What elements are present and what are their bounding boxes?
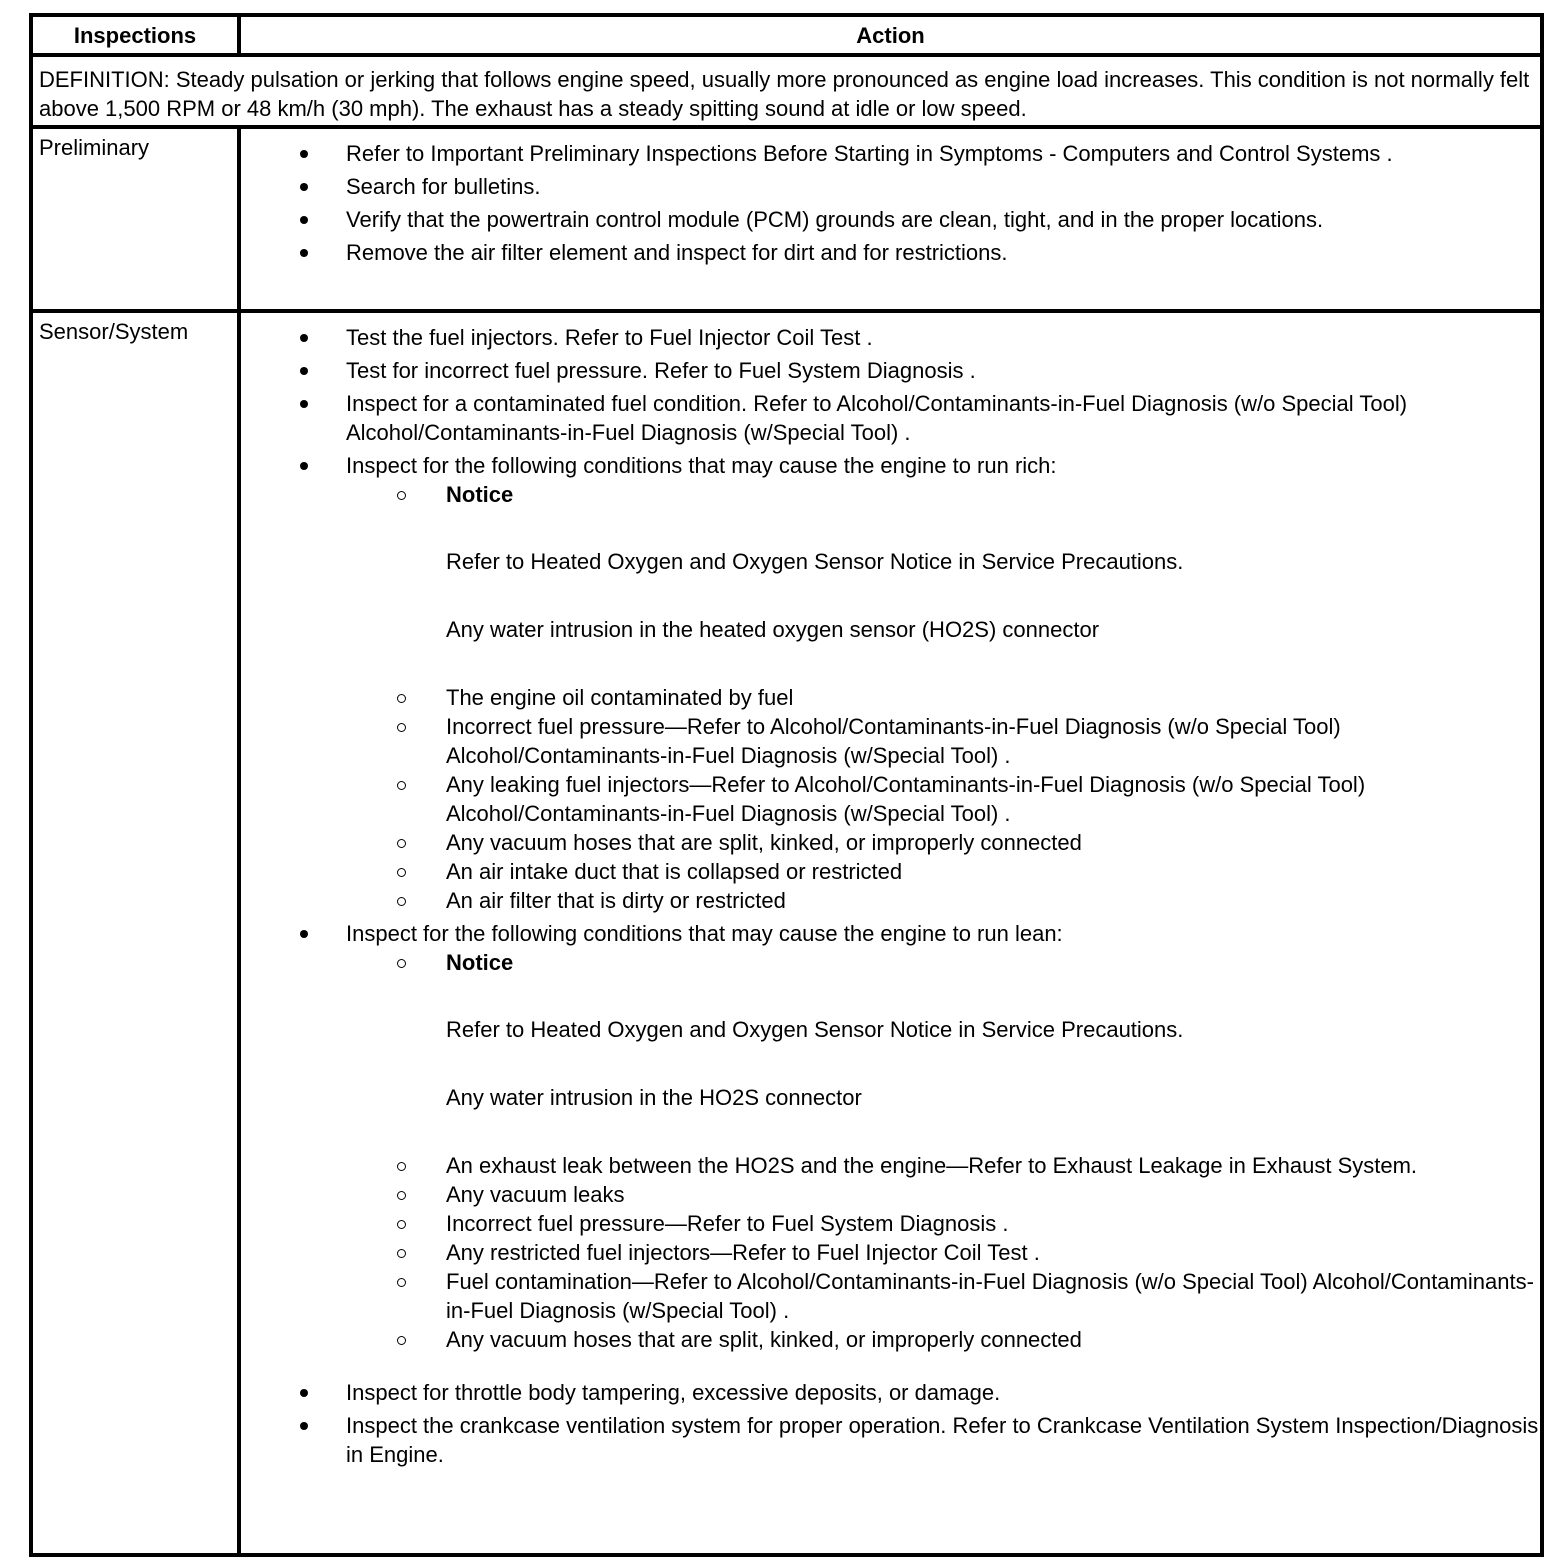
list-item: Any vacuum hoses that are split, kinked, or improperly connected: [346, 828, 1540, 857]
rich-conditions-text: Inspect for the following conditions that may cause the engine to run rich:: [346, 453, 1057, 478]
list-item: An air intake duct that is collapsed or restricted: [346, 857, 1540, 886]
lean-conditions-item: [241, 919, 1540, 1354]
preliminary-list: [241, 129, 1540, 267]
diagnostic-table: [29, 13, 1544, 1557]
list-item: Inspect the crankcase ventilation system for proper operation. Refer to Crankcase Ventilation System Inspection/Diagnosis in Engine.: [241, 1411, 1540, 1469]
preliminary-actions: [241, 129, 1540, 309]
notice-text: Refer to Heated Oxygen and Oxygen Sensor Notice in Service Precautions.: [446, 1017, 1184, 1042]
list-item: Any restricted fuel injectors—Refer to Fuel Injector Coil Test .: [346, 1238, 1540, 1267]
list-item: Verify that the powertrain control module (PCM) grounds are clean, tight, and in the proper locations.: [241, 205, 1540, 234]
list-item: Remove the air filter element and inspect for dirt and for restrictions.: [241, 238, 1540, 267]
list-item: Test the fuel injectors. Refer to Fuel Injector Coil Test .: [241, 323, 1540, 352]
rich-notice: [346, 480, 1540, 644]
list-item: Inspect for a contaminated fuel condition. Refer to Alcohol/Contaminants-in-Fuel Diagnosis (w/o Special Tool) Alcohol/Contaminants-in-Fuel Diagnosis (w/Special Tool) .: [241, 389, 1540, 447]
sensor-system-list: [241, 313, 1540, 1469]
inspections-header: Inspections: [33, 17, 241, 53]
action-header: Action: [856, 23, 925, 48]
list-item: Any vacuum hoses that are split, kinked, or improperly connected: [346, 1325, 1540, 1354]
sensor-system-actions: [241, 313, 1540, 1553]
list-item: The engine oil contaminated by fuel: [346, 683, 1540, 712]
list-item: Test for incorrect fuel pressure. Refer to Fuel System Diagnosis .: [241, 356, 1540, 385]
list-item: Any leaking fuel injectors—Refer to Alcohol/Contaminants-in-Fuel Diagnosis (w/o Special Tool) Alcohol/Contaminants-in-Fuel Diagnosis (w/Special Tool) .: [346, 770, 1540, 828]
lean-conditions-list: [346, 948, 1540, 1354]
list-item: Search for bulletins.: [241, 172, 1540, 201]
sensor-system-label: Sensor/System: [33, 313, 241, 1553]
table-header-row: [33, 17, 1540, 57]
notice-title: Notice: [446, 482, 514, 507]
rich-conditions-list: [346, 480, 1540, 915]
lean-conditions-text: Inspect for the following conditions that may cause the engine to run lean:: [346, 921, 1063, 946]
definition-text: DEFINITION: Steady pulsation or jerking that follows engine speed, usually more pronounced as engine load increases. This condition is not normally felt above 1,500 RPM or 48 km/h (30 mph). The exhaust has a steady spitting sound at idle or low speed.: [39, 67, 1530, 121]
list-item: Any vacuum leaks: [346, 1180, 1540, 1209]
list-item: Incorrect fuel pressure—Refer to Alcohol/Contaminants-in-Fuel Diagnosis (w/o Special Tool) Alcohol/Contaminants-in-Fuel Diagnosis (w/Special Tool) .: [346, 712, 1540, 770]
list-item: An air filter that is dirty or restricted: [346, 886, 1540, 915]
lean-notice: [346, 948, 1540, 1112]
notice-title: Notice: [446, 950, 514, 975]
sensor-system-row: [33, 313, 1540, 1553]
preliminary-label: Preliminary: [33, 129, 241, 309]
notice-body: Any water intrusion in the HO2S connector: [446, 1085, 862, 1110]
list-item: Incorrect fuel pressure—Refer to Fuel System Diagnosis .: [346, 1209, 1540, 1238]
list-item: Refer to Important Preliminary Inspections Before Starting in Symptoms - Computers and Control Systems .: [241, 139, 1540, 168]
definition-row: [33, 57, 1540, 129]
list-item: Fuel contamination—Refer to Alcohol/Contaminants-in-Fuel Diagnosis (w/o Special Tool) Alcohol/Contaminants-in-Fuel Diagnosis (w/Special Tool) .: [346, 1267, 1540, 1325]
notice-body: Any water intrusion in the heated oxygen sensor (HO2S) connector: [446, 617, 1100, 642]
rich-conditions-item: [241, 451, 1540, 915]
list-item: Inspect for throttle body tampering, excessive deposits, or damage.: [241, 1378, 1540, 1407]
list-item: An exhaust leak between the HO2S and the engine—Refer to Exhaust Leakage in Exhaust System.: [346, 1151, 1540, 1180]
notice-text: Refer to Heated Oxygen and Oxygen Sensor Notice in Service Precautions.: [446, 549, 1184, 574]
preliminary-row: [33, 129, 1540, 313]
